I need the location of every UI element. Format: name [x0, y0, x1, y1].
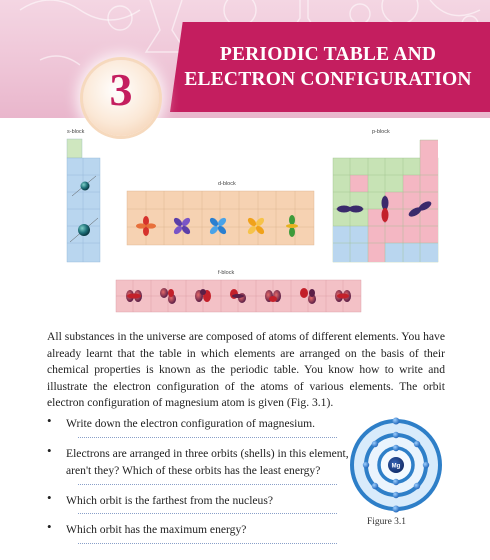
s-orbital-icon — [81, 182, 90, 191]
electron — [372, 483, 378, 489]
d-block-label: d-block — [218, 181, 236, 187]
answer-line-3[interactable] — [78, 513, 337, 514]
electron — [393, 432, 399, 438]
chapter-title-line-2: ELECTRON CONFIGURATION — [184, 69, 472, 90]
d-block — [127, 191, 314, 245]
electron — [393, 445, 399, 451]
intro-paragraph: All substances in the universe are composed of atoms of different elements. You have already learnt that the table in which elements are arranged on the basis of their chemical properties is known as the periodic table. You know how to write and illustrate the electron configuration of the atoms of various elements. The orbit electron configuration of magnesium atom is given (Fig. 3.1). — [47, 330, 445, 410]
question-4-text: Which orbit has the maximum energy? — [66, 523, 247, 536]
question-3-text: Which orbit is the farthest from the nucleus? — [66, 494, 274, 507]
s-block-label: s-block — [67, 129, 85, 135]
electron — [393, 492, 399, 498]
question-2-bullet: • — [47, 443, 52, 458]
question-1-bullet: • — [47, 413, 52, 428]
electron — [393, 506, 400, 513]
p-block — [333, 140, 438, 262]
electron — [363, 462, 369, 468]
answer-line-1[interactable] — [78, 437, 337, 438]
electron — [393, 418, 400, 425]
figure-caption: Figure 3.1 — [367, 517, 407, 527]
answer-line-2[interactable] — [78, 484, 337, 485]
f-block — [116, 280, 361, 312]
electron — [423, 462, 429, 468]
nucleus-label: Mg — [391, 463, 401, 470]
magnesium-atom-diagram — [343, 404, 453, 514]
question-4-bullet: • — [47, 519, 52, 534]
chapter-number: 3 — [109, 64, 133, 115]
question-2-text: Electrons are arranged in three orbits (shells) in this element, aren't they? Which of these orbits has the least energy? — [66, 447, 349, 477]
chapter-title-line-1: PERIODIC TABLE AND — [219, 44, 437, 65]
f-block-label: f-block — [218, 270, 235, 276]
question-1-text: Write down the electron configuration of magnesium. — [66, 417, 316, 430]
p-block-label: p-block — [372, 129, 390, 135]
electron — [414, 483, 420, 489]
answer-line-4[interactable] — [78, 543, 337, 544]
s-orbital-icon — [78, 224, 90, 236]
s-block — [67, 139, 100, 262]
question-3-bullet: • — [47, 490, 52, 505]
electron — [372, 441, 378, 447]
electron — [414, 441, 420, 447]
electron — [393, 479, 399, 485]
